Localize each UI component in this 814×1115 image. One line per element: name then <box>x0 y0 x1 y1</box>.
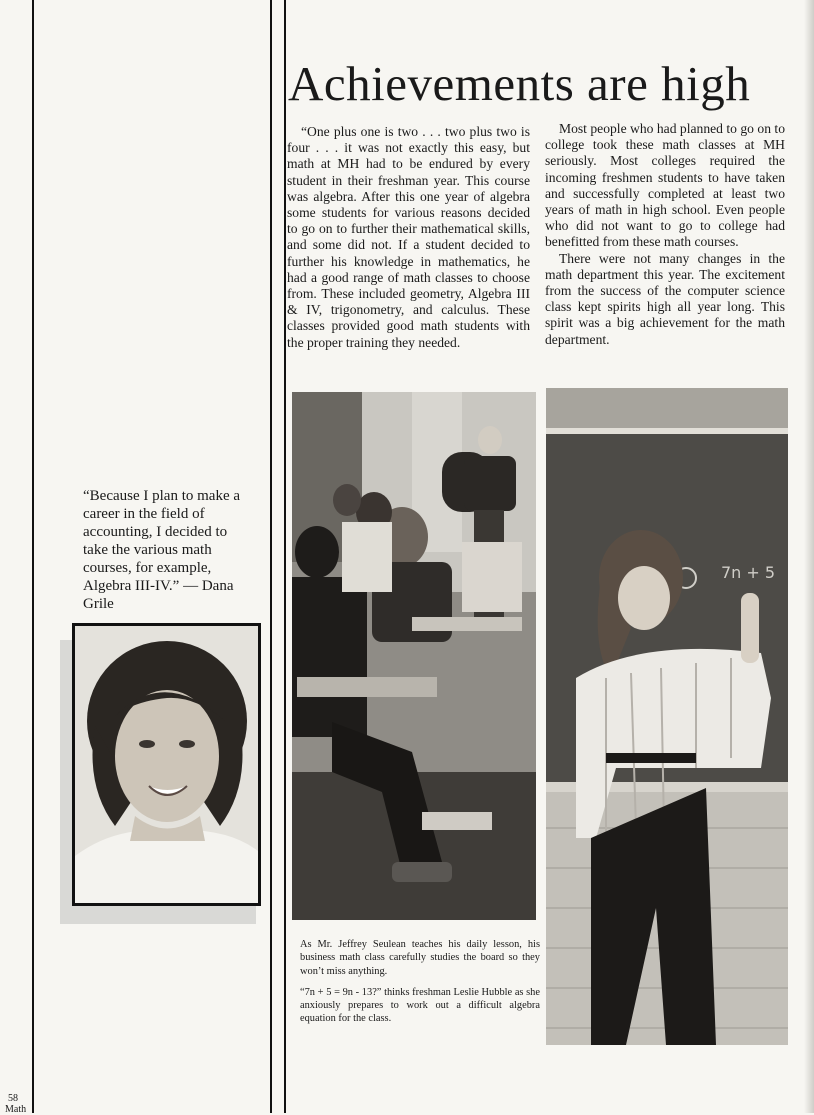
body-column-left <box>287 124 530 351</box>
caption-classroom: As Mr. Jeffrey Seulean teaches his daily lesson, his business math class carefully studies the board so they won’t miss anything. <box>300 939 540 977</box>
body-column-right <box>545 121 785 348</box>
portrait-photo <box>72 623 261 906</box>
caption-chalkboard: “7n + 5 = 9n - 13?” thinks freshman Leslie Hubble as she anxiously prepares to work out a difficult algebra equation for the class. <box>300 986 540 1025</box>
page-edge-shadow <box>804 0 814 1113</box>
chalk-writing: 7n + 5 <box>721 563 776 582</box>
classroom-illustration <box>292 392 536 920</box>
photo-captions <box>300 938 540 1034</box>
sidebar-divider-rule <box>270 0 272 1113</box>
left-border-rule <box>32 0 34 1113</box>
body-paragraph: Most people who had planned to go on to college took these math classes at MH seriously. Most colleges required the incoming freshmen students to have taken and successfully completed at least two years of math in high school. Even people who did not want to go to college had benefitted from these math courses. <box>545 121 785 250</box>
page-title: Achievements are high <box>288 56 751 111</box>
section-label: Math <box>5 1104 27 1115</box>
student-quote: “Because I plan to make a career in the field of accounting, I decided to take the various math courses, for example, Algebra III-IV.” — Dana Grile <box>83 488 241 612</box>
chalkboard-illustration <box>546 388 788 1045</box>
portrait-illustration <box>75 626 258 903</box>
chalkboard-photo <box>546 388 788 1045</box>
body-paragraph: “One plus one is two . . . two plus two is four . . . it was not exactly this easy, but math at MH had to be endured by every student in their freshman year. This course was algebra. After this one year of algebra some students for various reasons decided to go on to further their mathematical skills, and some did not. If a student decided to further his knowledge in mathematics, he had a good range of math classes to choose from. These included geometry, Algebra III & IV, trigonometry, and calculus. These classes provided good math students with the proper training they needed. <box>287 124 530 350</box>
body-paragraph: There were not many changes in the math department this year. The excitement from the success of the computer science class kept spirits high all year long. This spirit was a big achievement for the math department. <box>545 250 785 347</box>
classroom-photo <box>292 392 536 920</box>
page-number: 58 <box>8 1093 18 1104</box>
content-divider-rule <box>284 0 286 1113</box>
